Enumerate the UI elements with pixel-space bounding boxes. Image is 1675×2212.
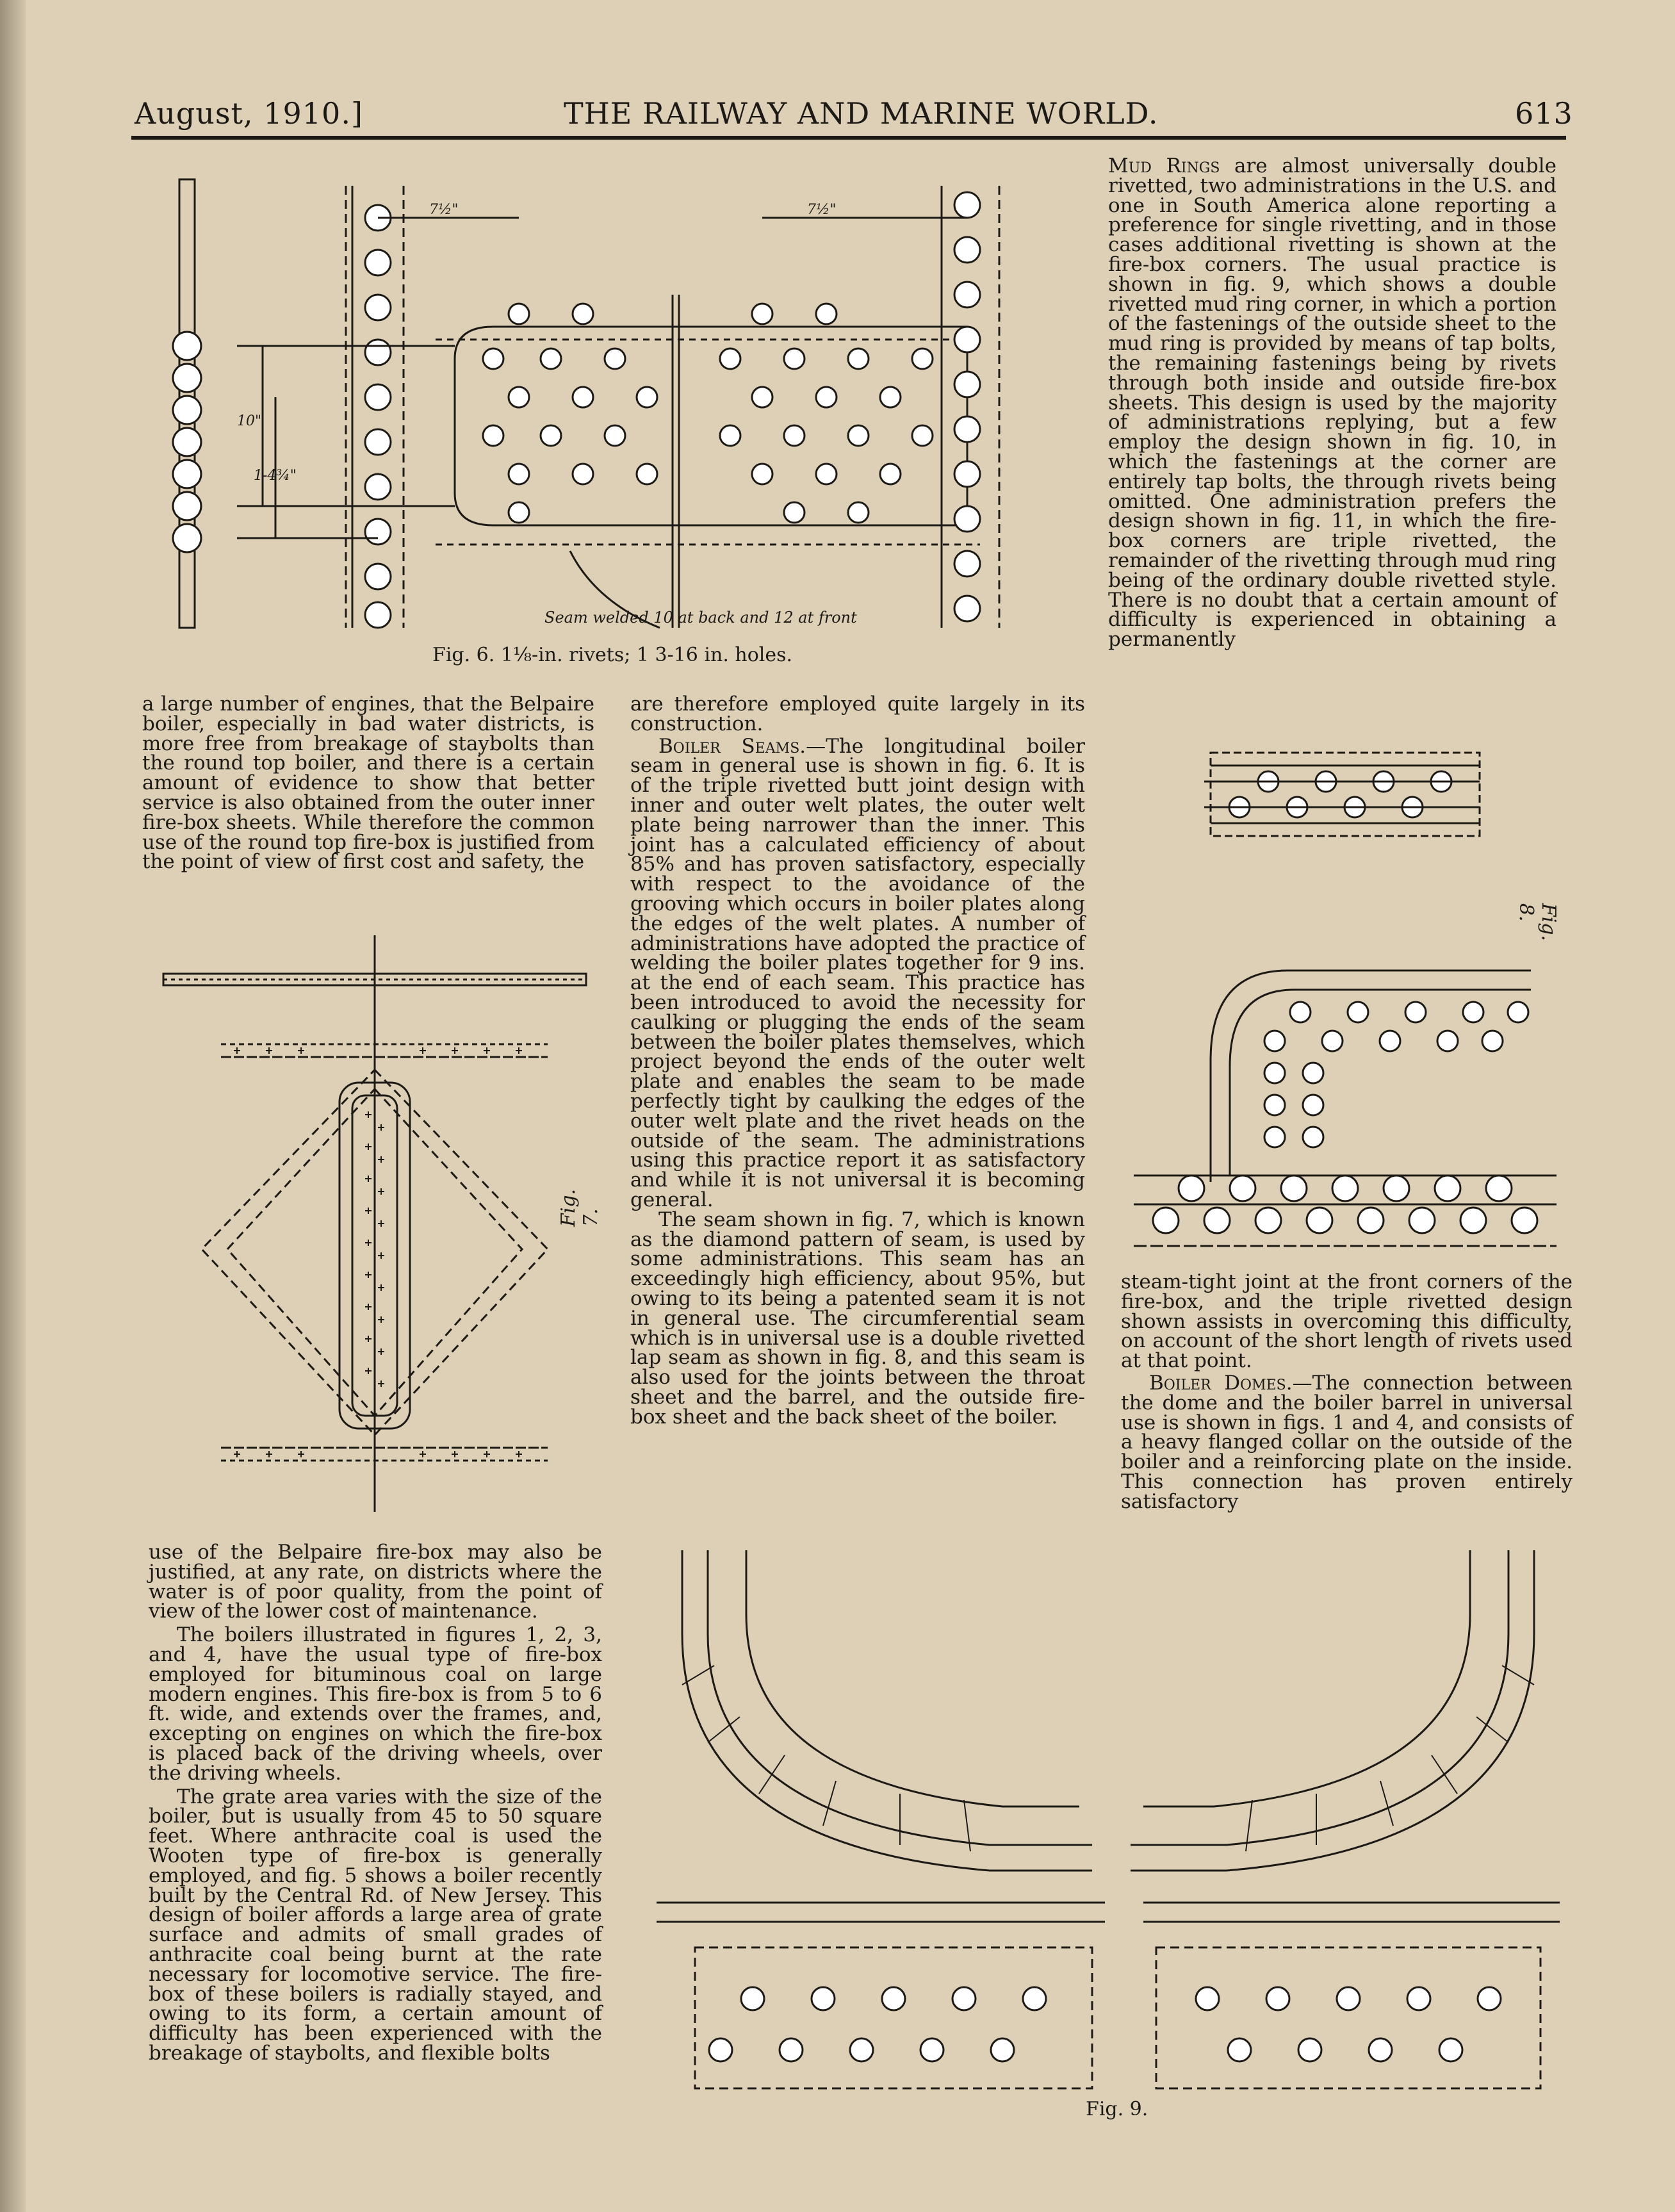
boiler-seams-heading: Boiler Seams. bbox=[658, 734, 806, 758]
left-para-4: The grate area varies with the size of the boiler, but is usually from 45 to 50 square feet. Where anthracite coal is used the Wooten type of fire-box is generally employed, and fig. 5 shows a boiler recently built by the Central Rd. of New Jersey. This design of boiler affords a large area of grate surface and admits of small grades of anthracite coal being burnt at the rate necessary for locomotive service. The fire-box of these boilers is radially stayed, and owing to its form, a certain amount of difficulty has been experienced with the breakage of staybolts, and flexible bolts bbox=[149, 1785, 602, 2065]
header-title: THE RAILWAY AND MARINE WORLD. bbox=[564, 96, 1159, 131]
binding-gutter bbox=[0, 0, 26, 2212]
header-rule bbox=[131, 136, 1566, 140]
page-number: 613 bbox=[1515, 96, 1573, 131]
mud-rings-heading: Mud Rings bbox=[1108, 154, 1220, 177]
figure-6-note: Seam welded 10 at back and 12 at front bbox=[544, 609, 857, 627]
middle-para-1: are therefore employed quite largely in its construction. bbox=[630, 692, 1085, 735]
figure-8-label: Fig. 8. bbox=[1515, 903, 1560, 942]
figure-9-label: Fig. 9. bbox=[1086, 2098, 1148, 2120]
mud-rings-text: are almost universally double rivetted, two administrations in the U.S. and one in South America alone reporting a preference for single rivetting, and in those cases additional rivetting is shown at the fire-box corners. The usual practice is shown in fig. 9, which shows a double rivetted mud ring corner, in which a portion of the fastenings of the outside sheet to the mud ring is provided by means of tap bolts, the remaining fastenings being by rivets through both inside and outside fire-box sheets. This design is used by the majority of administrations replying, but a few employ the design shown in fig. 10, in which the fastenings at the corner are entirely tap bolts, the through rivets being omitted. One administration prefers the design shown in fig. 11, in which the fire-box corners are triple rivetted, the remainder of the rivetting through mud ring being of the ordinary double rivetted style. There is no doubt that a certain amount of difficulty is experienced in obtaining a permanently bbox=[1108, 154, 1557, 651]
middle-para-3: The seam shown in fig. 7, which is known as the diamond pattern of seam, is used by some administrations. This seam has an exceedingly high efficiency, about 95%, but owing to its being a patented seam it is not in general use. The circumferential seam which is in universal use is a double rivetted lap seam as shown in fig. 8, and this seam is also used for the joints between the throat sheet and the barrel, and the outside fire-box sheet and the back sheet of the boiler. bbox=[630, 1208, 1085, 1429]
figure-6-dim-a: 7½" bbox=[429, 202, 459, 218]
figure-7-label: Fig. 7. bbox=[557, 1188, 602, 1227]
figure-6-drawing bbox=[135, 167, 1057, 653]
figure-7-drawing bbox=[151, 935, 602, 1525]
right-column-middle bbox=[1121, 1272, 1573, 1512]
figure-6-dim-d: 1-4¾" bbox=[254, 468, 297, 484]
right-para-3: —The connection between the dome and the boiler barrel in universal use is shown in figs. 1 and 4, and consists of a heavy flanged collar on the outside of the boiler and a reinforcing plate on the inside. This connection has proven entirely satisfactory bbox=[1121, 1371, 1573, 1513]
boiler-domes-heading: Boiler Domes. bbox=[1149, 1371, 1293, 1395]
figure-6-caption: Fig. 6. 1⅛-in. rivets; 1 3-16 in. holes. bbox=[432, 644, 793, 666]
left-column-bottom bbox=[149, 1543, 602, 2063]
left-column-top bbox=[142, 694, 594, 872]
middle-para-2: —The longitudinal boiler seam in general use is shown in fig. 6. It is of the triple rivetted butt joint design with inner and outer welt plates, the outer welt plate being narrower than the inner. This joint has a calculated efficiency of about 85% and has proven satisfactory, especially with respect to the avoidance of the grooving which occurs in boiler plates along the edges of the welt plates. A number of administrations have adopted the practice of welding the boiler plates together for 9 ins. at the end of each seam. This practice has been introduced to avoid the necessity for caulking or plugging the ends of the seam between the boiler plates themselves, which project beyond the ends of the outer welt plate and enables the seam to be made perfectly tight by caulking the edges of the outer welt plate and the rivet heads on the outside of the seam. The administrations using this practice report it as satisfactory and while it is not universal it is becoming general. bbox=[630, 734, 1085, 1211]
left-para-3: The boilers illustrated in figures 1, 2, 3, and 4, have the usual type of fire-box employed for bituminous coal on large modern engines. This fire-box is from 5 to 6 ft. wide, and extends over the frames, and, excepting on engines on which the fire-box is placed back of the driving wheels, over the driving wheels. bbox=[149, 1623, 602, 1785]
left-para-2: use of the Belpaire fire-box may also be justified, at any rate, on districts where the water is of poor quality, from the point of view of the lower cost of maintenance. bbox=[149, 1541, 602, 1623]
figure-9-drawing bbox=[644, 1537, 1573, 2120]
figure-8-drawing bbox=[1121, 701, 1563, 1259]
middle-column bbox=[630, 694, 1085, 1427]
header-date: August, 1910.] bbox=[135, 96, 363, 131]
right-column-top bbox=[1108, 156, 1557, 650]
figure-6-dim-c: 10" bbox=[237, 413, 262, 429]
right-para-2: steam-tight joint at the front corners of the fire-box, and the triple rivetted design shown assists in overcoming this difficulty, on account of the short length of rivets used at that point. bbox=[1121, 1270, 1573, 1373]
figure-6-dim-b: 7½" bbox=[807, 202, 837, 218]
left-para-1: a large number of engines, that the Belpaire boiler, especially in bad water districts, is more free from breakage of staybolts than the round top boiler, and there is a certain amount of evidence to show that better service is also obtained from the outer inner fire-box sheets. While therefore the common use of the round top fire-box is justified from the point of view of first cost and safety, the bbox=[142, 692, 594, 874]
